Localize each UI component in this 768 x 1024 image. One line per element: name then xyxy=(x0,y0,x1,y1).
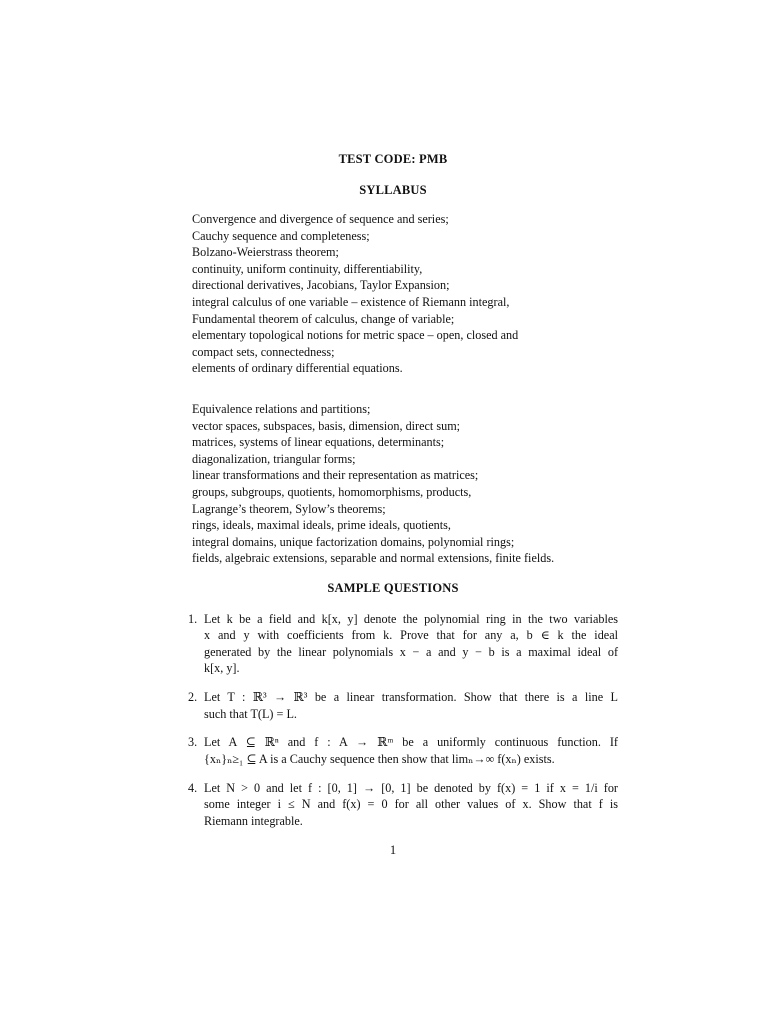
syllabus-line: matrices, systems of linear equations, determinants; xyxy=(192,435,445,450)
syllabus-line: integral domains, unique factorization domains, polynomial rings; xyxy=(192,534,515,549)
syllabus-line: elementary topological notions for metric space – open, closed and xyxy=(192,328,519,343)
syllabus-line: linear transformations and their representation as matrices; xyxy=(192,468,479,483)
syllabus-line: directional derivatives, Jacobians, Taylor Expansion; xyxy=(192,278,450,293)
question-line: x and y with coefficients from k. Prove that for any a, b ∈ k the ideal xyxy=(204,628,618,643)
syllabus-line: continuity, uniform continuity, differentiability, xyxy=(192,261,423,276)
page-number: 1 xyxy=(389,843,397,857)
sample-questions-heading: SAMPLE QUESTIONS xyxy=(327,581,459,595)
syllabus-line: compact sets, connectedness; xyxy=(192,344,335,359)
question-item xyxy=(188,780,618,829)
syllabus-line: Convergence and divergence of sequence and series; xyxy=(192,212,449,226)
syllabus-line: integral calculus of one variable – existence of Riemann integral, xyxy=(192,294,510,309)
question-line: Let N > 0 and let f : [0, 1] → [0, 1] be denoted by f(x) = 1 if x = 1/i for xyxy=(204,780,618,795)
syllabus-heading: SYLLABUS xyxy=(359,183,427,197)
syllabus-algebra-list xyxy=(192,401,612,567)
question-number: 2. xyxy=(188,690,198,705)
test-code-title: TEST CODE: PMB xyxy=(338,152,448,166)
syllabus-line: vector spaces, subspaces, basis, dimension, direct sum; xyxy=(192,418,461,433)
question-line: some integer i ≤ N and f(x) = 0 for all other values of x. Show that f is xyxy=(204,797,618,812)
question-line: generated by the linear polynomials x − a and y − b is a maximal ideal of xyxy=(204,644,618,659)
question-item xyxy=(188,611,618,677)
syllabus-line: elements of ordinary differential equations. xyxy=(192,361,403,376)
question-number: 4. xyxy=(188,780,198,795)
syllabus-analysis-list xyxy=(192,211,612,377)
question-line: Let A ⊆ ℝⁿ and f : A → ℝᵐ be a uniformly continuous function. If xyxy=(204,735,618,750)
question-item xyxy=(188,689,618,722)
question-number: 1. xyxy=(188,612,198,626)
question-line: Riemann integrable. xyxy=(204,813,303,828)
question-line: Let k be a field and k[x, y] denote the polynomial ring in the two variables xyxy=(204,612,618,626)
syllabus-line: groups, subgroups, quotients, homomorphisms, products, xyxy=(192,484,472,499)
question-item xyxy=(188,734,618,767)
syllabus-line: Equivalence relations and partitions; xyxy=(192,402,371,416)
syllabus-line: Bolzano-Weierstrass theorem; xyxy=(192,245,339,260)
question-line: such that T(L) = L. xyxy=(204,706,297,721)
syllabus-line: Fundamental theorem of calculus, change of variable; xyxy=(192,311,455,326)
question-line: Let T : ℝ³ → ℝ³ be a linear transformation. Show that there is a line L xyxy=(204,690,618,705)
syllabus-line: Cauchy sequence and completeness; xyxy=(192,228,370,243)
question-line: k[x, y]. xyxy=(204,661,240,676)
questions-list xyxy=(188,611,618,841)
question-line: {xₙ}ₙ≥₁ ⊆ A is a Cauchy sequence then show that limₙ→∞ f(xₙ) exists. xyxy=(204,751,555,766)
syllabus-line: rings, ideals, maximal ideals, prime ideals, quotients, xyxy=(192,518,451,533)
syllabus-line: diagonalization, triangular forms; xyxy=(192,451,356,466)
syllabus-line: fields, algebraic extensions, separable and normal extensions, finite fields. xyxy=(192,551,555,566)
syllabus-line: Lagrange’s theorem, Sylow’s theorems; xyxy=(192,501,386,516)
question-number: 3. xyxy=(188,735,198,750)
